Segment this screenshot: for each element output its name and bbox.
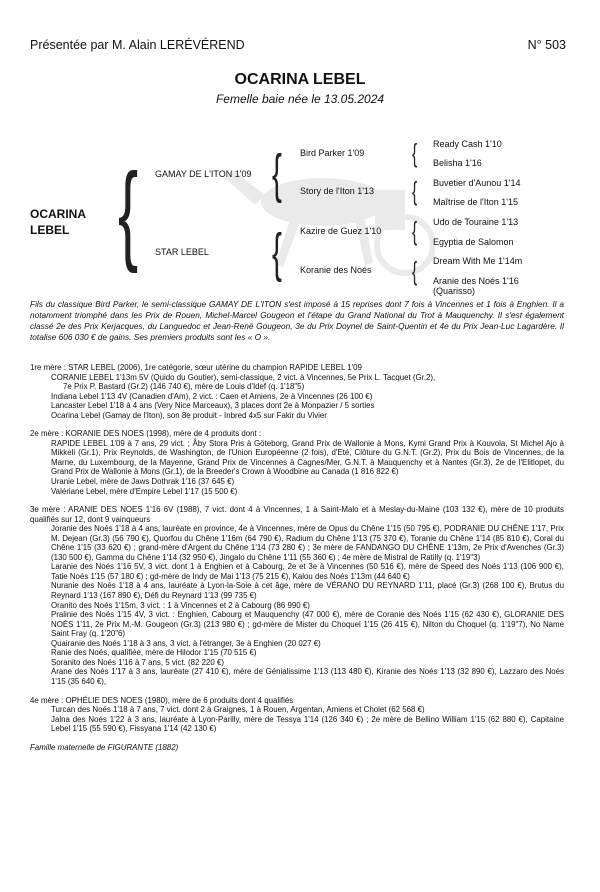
mere3-para-2: Laranie des Noés 1'16 5V, 3 vict. dont 1 à Enghien et à Cabourg, 2e et 3e à Vincennes (50 516 €), mère de Speed des Noés 1'13 (106 900 €), Tatie Noés 1'15 (57 180 €) ; gd-mère de Indy de Mai 1'13 (75 215 €), Kalou des Noés 1'13m (44 640 €) xyxy=(51,562,564,581)
mere3-para-1: Joranie des Noés 1'18 à 4 ans, lauréate en province, 4e à Vincennes, mère de Opus du Chêne 1'15 (50 795 €), PODRANIE DU CHÊNE 1'17, Prix M. Dejean (Gr.3) (56 790 €), Quorfou du Chêne 1'16m (64 790 €), Radium du Chêne 1'13 (75 370 €), Toranie du Chêne 1'14 (85 810 €), Coral du Chêne 1'15 (33 620 €) ; grand-mère d'Argent du Chêne 1'14 (73 280 €) ; 3e mère de FANDANGO DU CHÊNE 1'13m, 2e Prix d'Avenches (Gr.3) (130 500 €), Gamma du Chêne 1'14 (32 950 €), Jingalo du Chêne 1'11 (55 360 €) ; 4e mère de Mistral de Ratilly (q. 1'19"3) xyxy=(51,524,564,562)
mere2-line-2: Valériane Lebel, mère d'Empire Lebel 1'17 (15 500 €) xyxy=(51,486,238,496)
pedigree-g3-1: Ready Cash 1'10 xyxy=(433,139,502,149)
maternal-family xyxy=(30,363,564,752)
brace-g3-1: { xyxy=(412,138,418,168)
pedigree-g3-8: Aranie des Noés 1'16 xyxy=(433,276,519,286)
pedigree-g3-3: Buvetier d'Aunou 1'14 xyxy=(433,178,521,188)
family-footer: Famille maternelle de FIGURANTE (1882) xyxy=(30,742,179,752)
pedigree-dam-sire: Kazire de Guez 1'10 xyxy=(300,226,382,236)
mere3-para-7: Ranie des Noés, qualifiée, mère de Hilodor 1'15 (70 515 €) xyxy=(51,648,257,658)
mere1-line-5: Ocarina Lebel (Gamay de l'Iton), son 8e produit - Inbred 4x5 sur Fakir du Vivier xyxy=(51,410,327,420)
mere3-para-9: Arane des Noés 1'17 à 3 ans, lauréate (27 410 €), mère de Génialissime 1'13 (113 480 €), Kiranie des Noés 1'13 (32 890 €), Lazzaro des Noés 1'15 (35 640 €), xyxy=(51,667,564,686)
mere1-line-4: Lancaster Lebel 1'18 à 4 ans (Very Nice Marceaux), 3 places dont 2e à Monpazier / 5 sorties xyxy=(51,401,375,411)
pedigree-g3-9: (Quarisso) xyxy=(433,286,476,296)
mere1-heading: 1re mère : STAR LEBEL (2006), 1re catégorie, sœur utérine du champion RAPIDE LEBEL 1'09 xyxy=(30,363,362,372)
pedigree-g3-7: Dream With Me 1'14m xyxy=(433,256,523,266)
pedigree-dam: STAR LEBEL xyxy=(155,247,209,257)
mere4-section xyxy=(30,696,564,734)
mere1-line-3: Indiana Lebel 1'13 4V (Canadien d'Am), 2 vict. : Caen et Amiens, 2e à Vincennes (26 100 €) xyxy=(51,391,373,401)
sire-brace: { xyxy=(272,144,282,204)
pedigree-sire: GAMAY DE L'ITON 1'09 xyxy=(155,169,252,179)
mere1-section xyxy=(30,363,564,420)
brace-g3-3: { xyxy=(412,216,418,246)
pedigree-g3-5: Udo de Touraine 1'13 xyxy=(433,217,519,227)
brace-g3-4: { xyxy=(412,256,418,286)
mere2-rapide-lebel: RAPIDE LEBEL 1'09 à 7 ans, 29 vict. ; Åby Stora Pris à Göteborg, Grand Prix de Wallonie à Mons, Kymi Grand Prix à Kouvola, St Michel Ajo à Mikkeli (Gr.1), Prix Reynolds, de Washington, de l'Union Européenne (2 fois), d'Eté, Clôture du G.N.T. (Gr.2), Prix du Bois de Vincennes, de la Marne, du Luxembourg, de la Mayenne, Grand Prix de Vincennes à Cagnes/Mer, G.N.T. à Mauquenchy et à Nantes (Gr.3), 2e de l'Elitlopet, du Grand Prix de Wallonie à Mons (Gr.1), de la Breeder's Crown à Woodbine au Canada (1 816 822 €) xyxy=(51,438,564,477)
mere3-heading: 3e mère : ARANIE DES NOES 1'16 6V (1988), 7 vict. dont 4 à Vincennes, 1 à Saint-Malo et à Meslay-du-Maine (103 132 €), mère de 10 produits qualifiés sur 12, dont 9 vainqueurs xyxy=(30,505,564,524)
pedigree-sire-sire: Bird Parker 1'09 xyxy=(300,148,365,158)
pedigree-horse-name-1: OCARINA xyxy=(30,207,86,221)
mere2-line-1: Uranie Lebel, mère de Jaws Dothrak 1'16 (37 645 €) xyxy=(51,477,235,487)
mere1-line-2: 7e Prix P. Bastard (Gr.2) (146 740 €), mère de Louis d'Idef (q. 1'18"5) xyxy=(63,382,305,392)
mere4-para-2: Jalna des Noés 1'22 à 3 ans, lauréate à Lyon-Parilly, mère de Tessya 1'14 (126 340 €) ; 2e mère de Bellino William 1'15 (62 880 €), Capitaine Lebel 1'15 (55 590 €), Fissyana 1'14 (42 130 €) xyxy=(51,714,564,734)
main-brace: { xyxy=(118,151,139,274)
brace-g3-2: { xyxy=(412,176,418,206)
mere3-para-5: Pralinie des Noés 1'15 4V, 3 vict. : Enghien, Cabourg et Mauquenchy (47 000 €), mère de Coranie des Noés 1'15 (62 430 €), GLORANIE DES NOÉS 1'11, 2e Prix M.-M. Gougeon (Gr.3) (213 980 €) ; gd-mère de Mister du Choquel 1'15 (26 415 €), Nilton du Choquel (q. 1'19"7), No Name Saint Fray (q. 1'20"6) xyxy=(51,610,564,639)
pedigree-sire-dam: Story de l'Iton 1'13 xyxy=(300,186,374,196)
pedigree-horse-name-2: LEBEL xyxy=(30,223,70,237)
pedigree-g3-4: Maîtrise de l'Iton 1'15 xyxy=(433,197,518,207)
lot-number: N° 503 xyxy=(527,38,566,52)
mere4-heading: 4e mère : OPHÉLIE DES NOES (1980), mère de 6 produits dont 4 qualifiés xyxy=(30,695,294,705)
mere2-section xyxy=(30,429,564,496)
pedigree-g3-6: Egyptia de Salomon xyxy=(433,237,514,247)
mere2-heading: 2e mère : KORANIE DES NOES (1998), mère de 4 produits dont : xyxy=(30,429,262,439)
sire-intro-paragraph: Fils du classique Bird Parker, le semi-classique GAMAY DE L'ITON s'est imposé à 15 reprises dont 7 fois à Vincennes et 1 fois à Enghien. Il a notamment triomphé dans les Prix de Rouen, Michel-Marcel Gougeon et l'étape du Grand National du Trot à Mauquenchy. Il s'est également classé 2e des Prix Kerjacques, du Languedoc et Jean-René Gougeon, 3e du Prix Doynel de Saint-Quentin et 4e du Prix Jean-Luc Lagardère. Il totalise 606 030 € de gains. Ses premiers produits sont les « O ». xyxy=(30,299,564,342)
mere3-para-6: Quairanie des Noés 1'18 à 3 ans, 3 vict. à l'étranger, 3e à Enghien (20 027 €) xyxy=(51,638,321,648)
mere3-para-8: Soranito des Noés 1'16 à 7 ans, 5 vict. (82 220 €) xyxy=(51,657,225,667)
horse-name-title: OCARINA LEBEL xyxy=(234,71,366,88)
pedigree-dam-dam: Koranie des Noés xyxy=(300,265,372,275)
mere1-line-1: CORANIE LEBEL 1'13m 5V (Quido du Goutier), semi-classique, 2 vict. à Vincennes, 5e Prix L. Tacquet (Gr.2), xyxy=(51,372,436,382)
mere3-para-3: Nuranie des Noés 1'18 à 4 ans, lauréate à Lyon-la-Soie à cet âge, mère de VÉRANO DU REYNARD 1'11, placé (Gr.3) (268 100 €), Brutus du Reynard 1'13 (167 890 €), Défi du Reynard 1'13 (99 735 €) xyxy=(51,581,564,601)
horse-description: Femelle baie née le 13.05.2024 xyxy=(215,92,385,106)
presenter-text: Présentée par M. Alain LERÉVÉREND xyxy=(30,38,245,52)
pedigree-g3-2: Belisha 1'16 xyxy=(433,158,482,168)
mere3-section xyxy=(30,505,564,686)
dam-brace: { xyxy=(272,223,282,283)
mere4-para-1: Turcan des Noés 1'18 à 7 ans, 7 vict. dont 2 à Graignes, 1 à Rouen, Argentan, Amiens et Cholet (62 568 €) xyxy=(51,705,425,715)
mere3-para-4: Oranito des Noés 1'15m, 3 vict. : 1 à Vincennes et 2 à Cabourg (86 990 €) xyxy=(51,600,310,610)
